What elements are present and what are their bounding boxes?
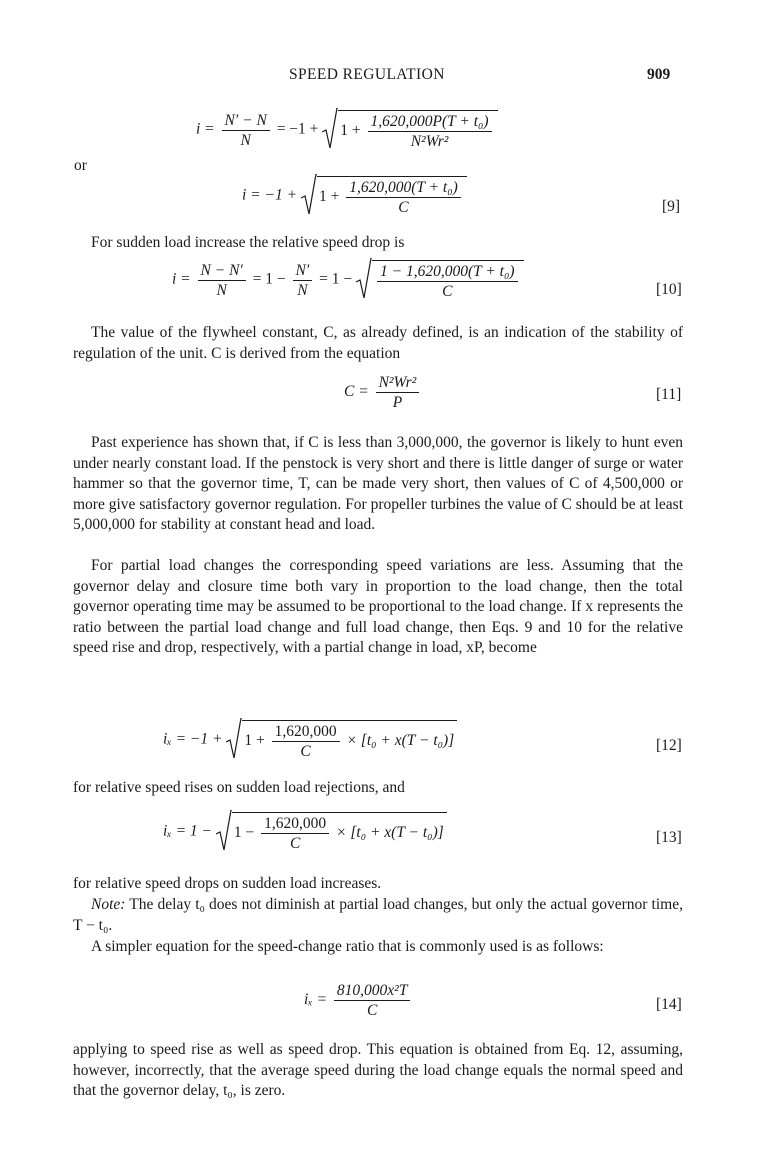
equation-number: [12] xyxy=(656,737,682,754)
radical-sign-icon xyxy=(301,174,317,214)
equation-14 xyxy=(304,982,413,1019)
square-root xyxy=(322,110,497,150)
fraction xyxy=(261,815,329,852)
square-root xyxy=(216,812,447,852)
equation-10 xyxy=(172,260,524,300)
fraction xyxy=(293,262,313,299)
paragraph xyxy=(73,1040,683,1102)
equation-speed-rise xyxy=(196,110,498,150)
paragraph xyxy=(73,778,683,799)
paragraph-text: applying to speed rise as well as speed drop. This equation is obtained from Eq. 12, assuming, however, incorrectly, that the average speed during the load change equals the normal speed and that the governor delay, t₀, is zero. xyxy=(73,1041,683,1099)
paragraph xyxy=(73,323,683,364)
paragraph-text: for relative speed rises on sudden load rejections, and xyxy=(73,779,405,796)
paragraph-text: The delay t₀ does not diminish at partial load changes, but only the actual governor time, T − t₀. xyxy=(73,896,683,934)
paragraph-text: The value of the flywheel constant, C, as already defined, is an indication of the stability of regulation of the unit. C is derived from the equation xyxy=(73,324,683,362)
fraction xyxy=(376,374,420,411)
fraction xyxy=(377,263,518,300)
equation-number: [13] xyxy=(656,829,682,846)
fraction-denominator: C xyxy=(442,283,453,300)
eq-lhs: iₓ = −1 + xyxy=(163,730,223,748)
fraction-numerator: 1,620,000(T + t₀) xyxy=(346,179,461,198)
fraction-numerator: N′ xyxy=(293,262,313,281)
equation-9 xyxy=(242,176,467,216)
eq-lhs: iₓ = xyxy=(304,991,328,1009)
fraction-numerator: 810,000x²T xyxy=(334,982,411,1001)
note-label: Note: xyxy=(91,896,126,913)
equation-13 xyxy=(163,812,447,852)
fraction-denominator: N xyxy=(240,131,251,149)
eq-tail: × [t₀ + x(T − t₀)] xyxy=(346,732,455,750)
radical-sign-icon xyxy=(322,108,338,148)
fraction-numerator: 1,620,000 xyxy=(272,723,340,742)
paragraph-text: Past experience has shown that, if C is less than 3,000,000, the governor is likely to hunt even under nearly constant load. If the penstock is very short and there is little danger of surge or water hammer so that the governor time, T, can be made very short, then values of C of 4,500,000 or more give satisfactory governor regulation. For propeller turbines the value of C should be at least 5,000,000 for stability at constant head and load. xyxy=(73,434,683,533)
fraction-numerator: N − N′ xyxy=(198,262,246,281)
eq-middle: = −1 + xyxy=(276,120,319,138)
paragraph xyxy=(73,874,683,895)
fraction-numerator: 1,620,000 xyxy=(261,815,329,834)
fraction-numerator: 1,620,000P(T + t₀) xyxy=(368,113,492,132)
paragraph xyxy=(73,433,683,536)
eq-middle: = 1 − xyxy=(252,270,286,288)
paragraph-text: For sudden load increase the relative speed drop is xyxy=(91,234,405,251)
page-number: 909 xyxy=(647,66,671,83)
fraction-denominator: C xyxy=(398,199,409,216)
paragraph xyxy=(73,556,683,659)
equation-number: [10] xyxy=(656,281,682,298)
radical-sign-icon xyxy=(226,718,242,758)
paragraph xyxy=(73,233,683,254)
fraction-numerator: N²Wr² xyxy=(376,374,420,393)
equation-12 xyxy=(163,720,457,760)
fraction xyxy=(346,179,461,216)
fraction xyxy=(198,262,246,299)
or-word: or xyxy=(74,157,87,174)
equation-number: [14] xyxy=(656,996,682,1013)
radical-sign-icon xyxy=(216,810,232,850)
radical-sign-icon xyxy=(356,258,372,298)
square-root xyxy=(301,176,467,216)
fraction-numerator: N′ − N xyxy=(222,112,270,131)
eq-lhs: C = xyxy=(344,383,369,401)
square-root xyxy=(226,720,457,760)
fraction xyxy=(368,113,492,150)
running-title: SPEED REGULATION xyxy=(289,66,445,83)
eq-lhs: i = xyxy=(196,120,215,138)
fraction-denominator: N xyxy=(297,281,308,299)
fraction-denominator: C xyxy=(367,1002,378,1019)
paragraph-text: For partial load changes the corresponding speed variations are less. Assuming that the governor delay and closure time both vary in proportion to the load change, then the total governor operating time may be assumed to be proportional to the load change. If x represents the ratio between the partial load change and full load change, then Eqs. 9 and 10 for the relative speed rise and drop, respectively, with a partial change in load, xP, become xyxy=(73,557,683,656)
fraction-numerator: 1 − 1,620,000(T + t₀) xyxy=(377,263,518,282)
eq-lhs: i = xyxy=(172,270,191,288)
eq-lhs: iₓ = 1 − xyxy=(163,822,213,840)
equation-number: [9] xyxy=(662,198,681,215)
sqrt-prefix: 1 + xyxy=(340,122,361,140)
sqrt-prefix: 1 + xyxy=(244,732,265,750)
fraction-denominator: N xyxy=(216,281,227,299)
fraction-denominator: C xyxy=(300,743,311,760)
sqrt-prefix: 1 + xyxy=(318,188,340,206)
fraction-denominator: N²Wr² xyxy=(410,133,449,150)
paragraph-text: for relative speed drops on sudden load increases. xyxy=(73,875,382,892)
fraction-denominator: P xyxy=(392,394,403,411)
paragraph-text: A simpler equation for the speed-change ratio that is commonly used is as follows: xyxy=(91,938,604,955)
equation-11 xyxy=(344,374,422,411)
square-root xyxy=(356,260,524,300)
fraction xyxy=(272,723,340,760)
fraction xyxy=(334,982,411,1019)
eq-tail: × [t₀ + x(T − t₀)] xyxy=(336,824,444,842)
note-paragraph xyxy=(73,895,683,936)
sqrt-prefix: 1 − xyxy=(233,824,255,842)
eq-lhs: i = −1 + xyxy=(242,186,298,204)
fraction xyxy=(222,112,270,149)
fraction-denominator: C xyxy=(289,835,301,852)
paragraph xyxy=(73,937,683,958)
equation-number: [11] xyxy=(656,386,682,403)
eq-middle: = 1 − xyxy=(319,270,353,288)
